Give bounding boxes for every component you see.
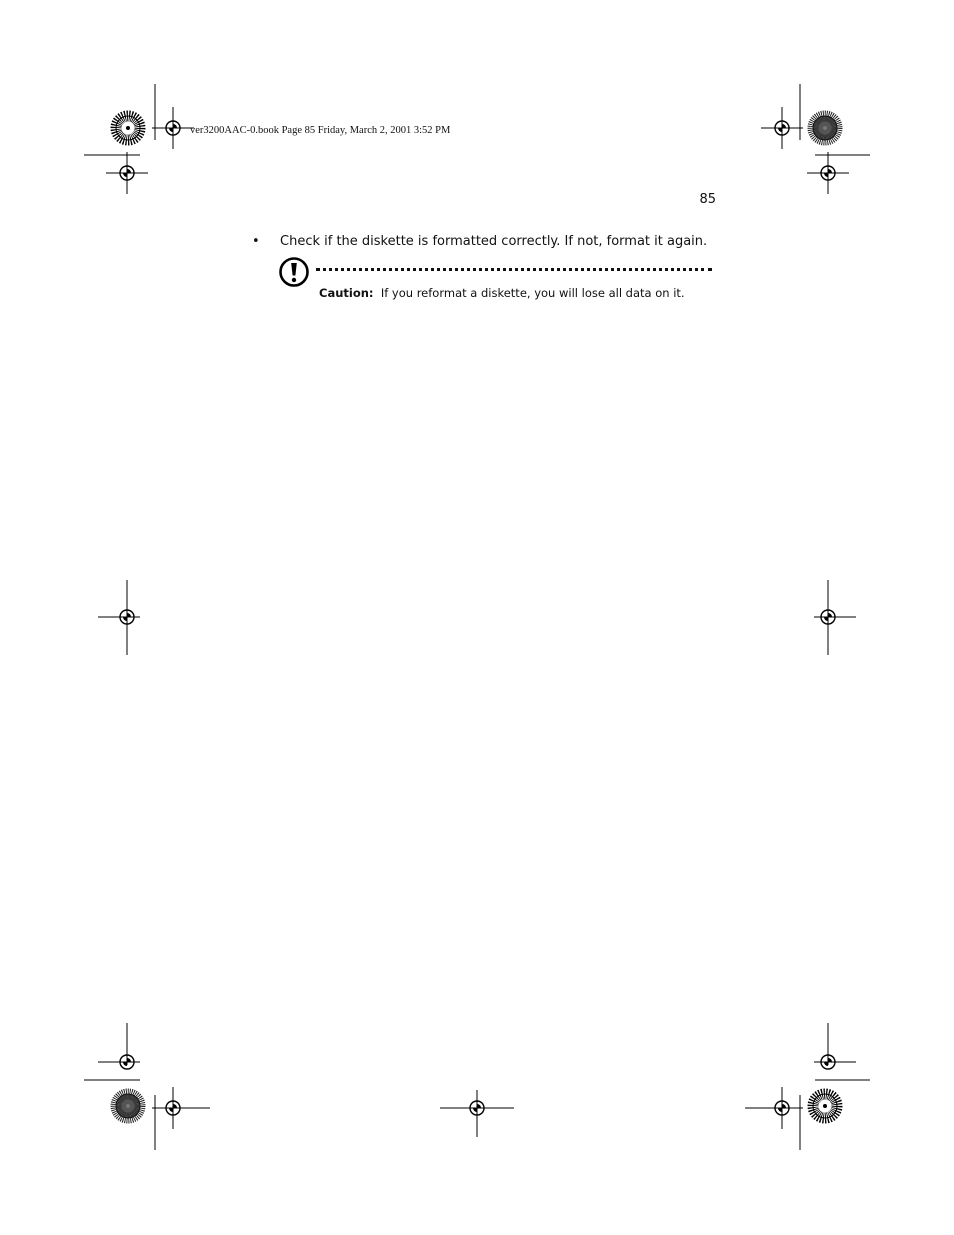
- registration-mark-bottom-right-upper: [814, 1023, 856, 1069]
- corner-starburst-bottom-right: [813, 1094, 837, 1118]
- caution-divider: [316, 268, 712, 271]
- caution-icon: [278, 256, 310, 288]
- bullet-text: Check if the diskette is formatted correctly. If not, format it again.: [280, 234, 708, 249]
- registration-mark-bottom-center: [440, 1090, 514, 1137]
- caution-note: [319, 286, 685, 300]
- registration-mark: [807, 152, 849, 194]
- registration-mark-side-left: [98, 580, 140, 655]
- registration-mark-bottom-left-upper: [98, 1023, 140, 1069]
- corner-starburst-top-left: [116, 116, 140, 140]
- bullet-glyph: •: [252, 234, 260, 249]
- caution-label: Caution:: [319, 286, 374, 300]
- registration-mark-side-right: [814, 580, 856, 655]
- corner-starburst-bottom-left: [116, 1094, 140, 1118]
- page-number: 85: [699, 192, 716, 207]
- registration-mark: [761, 107, 803, 149]
- corner-starburst-top-right: [813, 116, 837, 140]
- caution-message: If you reformat a diskette, you will lose all data on it.: [380, 286, 685, 300]
- registration-mark: [106, 152, 148, 194]
- book-header-slug: ver3200AAC-0.book Page 85 Friday, March 2, 2001 3:52 PM: [190, 125, 451, 136]
- registration-mark: [152, 107, 194, 149]
